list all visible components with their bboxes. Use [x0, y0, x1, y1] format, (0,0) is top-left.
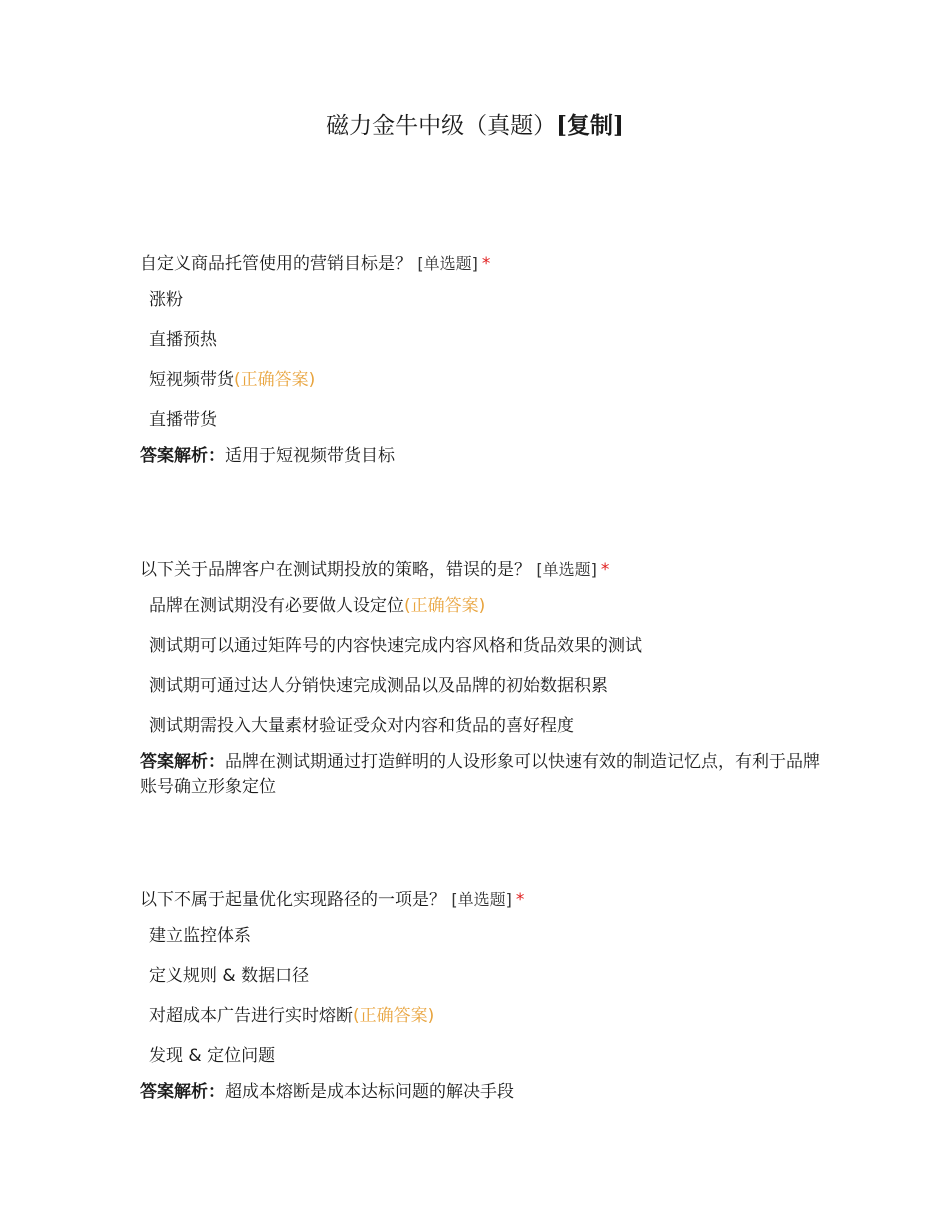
option-label: 涨粉	[149, 290, 183, 310]
title-main: 磁力金牛中级（真题）	[326, 113, 557, 139]
option-2[interactable]	[140, 962, 820, 1002]
question-3	[140, 888, 820, 1105]
title-suffix: [复制]	[556, 112, 624, 139]
question-text: 自定义商品托管使用的营销目标是？	[140, 254, 412, 274]
option-label: 对超成本广告进行实时熔断	[149, 1006, 353, 1026]
page-title	[0, 110, 950, 142]
answer-analysis	[140, 750, 820, 800]
question-title	[140, 558, 820, 582]
question-text: 以下关于品牌客户在测试期投放的策略，错误的是？	[140, 560, 531, 580]
question-title	[140, 888, 820, 912]
answer-analysis	[140, 444, 820, 469]
option-3[interactable]	[140, 672, 820, 712]
correct-answer-mark: (正确答案)	[353, 1006, 435, 1026]
analysis-text: 超成本熔断是成本达标问题的解决手段	[225, 1082, 514, 1102]
option-2[interactable]	[140, 326, 820, 366]
analysis-label: 答案解析：	[140, 752, 225, 772]
analysis-text: 品牌在测试期通过打造鲜明的人设形象可以快速有效的制造记忆点，有利于品牌账号确立形象定位	[140, 752, 820, 797]
question-type: [单选题]	[536, 560, 597, 579]
option-label: 短视频带货	[149, 370, 234, 390]
option-label: 品牌在测试期没有必要做人设定位	[149, 596, 404, 616]
question-text: 以下不属于起量优化实现路径的一项是？	[140, 890, 446, 910]
option-label: 测试期可以通过矩阵号的内容快速完成内容风格和货品效果的测试	[149, 636, 642, 656]
option-label: 测试期需投入大量素材验证受众对内容和货品的喜好程度	[149, 716, 574, 736]
question-title	[140, 252, 820, 276]
option-1[interactable]	[140, 922, 820, 962]
option-4[interactable]	[140, 1042, 820, 1082]
analysis-text: 适用于短视频带货目标	[225, 446, 395, 466]
option-3[interactable]	[140, 1002, 820, 1042]
required-mark: *	[515, 890, 525, 910]
required-mark: *	[600, 560, 610, 580]
correct-answer-mark: (正确答案)	[404, 596, 486, 616]
option-label: 定义规则 & 数据口径	[149, 966, 310, 986]
option-4[interactable]	[140, 712, 820, 752]
option-label: 建立监控体系	[149, 926, 251, 946]
option-label: 直播预热	[149, 330, 217, 350]
correct-answer-mark: (正确答案)	[234, 370, 316, 390]
analysis-label: 答案解析：	[140, 446, 225, 466]
option-3[interactable]	[140, 366, 820, 406]
option-2[interactable]	[140, 632, 820, 672]
question-2	[140, 558, 820, 800]
required-mark: *	[481, 254, 491, 274]
option-1[interactable]	[140, 286, 820, 326]
question-type: [单选题]	[451, 890, 512, 909]
option-label: 直播带货	[149, 410, 217, 430]
answer-analysis	[140, 1080, 820, 1105]
option-1[interactable]	[140, 592, 820, 632]
option-label: 发现 & 定位问题	[149, 1046, 276, 1066]
analysis-label: 答案解析：	[140, 1082, 225, 1102]
option-4[interactable]	[140, 406, 820, 446]
question-1	[140, 252, 820, 469]
option-label: 测试期可通过达人分销快速完成测品以及品牌的初始数据积累	[149, 676, 608, 696]
question-type: [单选题]	[417, 254, 478, 273]
